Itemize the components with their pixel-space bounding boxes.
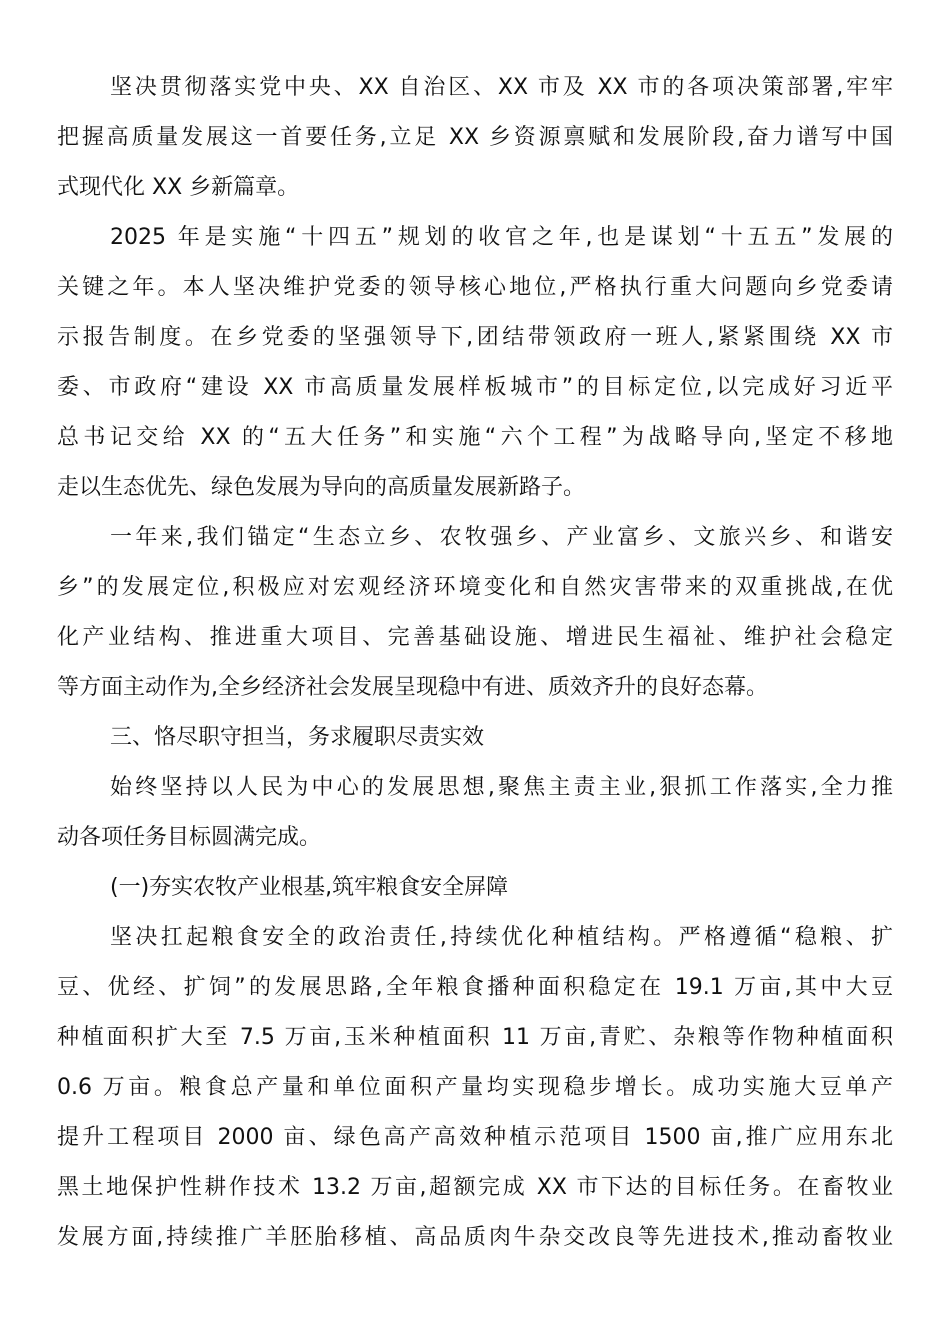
- heading-text: 三、恪尽职守担当，务求履职尽责实效: [110, 725, 485, 750]
- text-line: 0.6 万亩。粮食总产量和单位面积产量均实现稳步增长。成功实施大豆单产: [57, 1075, 893, 1100]
- text-line: 走以生态优先、绿色发展为导向的高质量发展新路子。: [57, 475, 586, 500]
- text-line: 动各项任务目标圆满完成。: [57, 825, 322, 850]
- text-line: 种植面积扩大至 7.5 万亩,玉米种植面积 11 万亩,青贮、杂粮等作物种植面积: [57, 1025, 893, 1050]
- subheading-text: (一)夯实农牧产业根基,筑牢粮食安全屏障: [110, 875, 509, 900]
- text-line: 总书记交给 XX 的“五大任务”和实施“六个工程”为战略导向,坚定不移地: [57, 425, 893, 450]
- text-line: 委、市政府“建设 XX 市高质量发展样板城市”的目标定位,以完成好习近平: [57, 375, 893, 400]
- text-line: 坚决贯彻落实党中央、XX 自治区、XX 市及 XX 市的各项决策部署,牢牢: [110, 75, 893, 100]
- paragraph: [57, 916, 893, 1266]
- text-line: 提升工程项目 2000 亩、绿色高产高效种植示范项目 1500 亩,推广应用东北: [57, 1125, 893, 1150]
- subsection-heading: [57, 866, 893, 916]
- text-line: 黑土地保护性耕作技术 13.2 万亩,超额完成 XX 市下达的目标任务。在畜牧业: [57, 1175, 893, 1200]
- text-line: 发展方面,持续推广羊胚胎移植、高品质肉牛杂交改良等先进技术,推动畜牧业: [57, 1225, 893, 1250]
- text-line: 乡”的发展定位,积极应对宏观经济环境变化和自然灾害带来的双重挑战,在优: [57, 575, 893, 600]
- paragraph: [57, 66, 893, 216]
- text-line: 等方面主动作为,全乡经济社会发展呈现稳中有进、质效齐升的良好态幕。: [57, 675, 768, 700]
- section-heading: [57, 716, 893, 766]
- text-line: 示报告制度。在乡党委的坚强领导下,团结带领政府一班人,紧紧围绕 XX 市: [57, 325, 893, 350]
- text-line: 坚决扛起粮食安全的政治责任,持续优化种植结构。严格遵循“稳粮、扩: [110, 925, 893, 950]
- paragraph: [57, 216, 893, 516]
- text-line: 式现代化 XX 乡新篇章。: [57, 175, 300, 200]
- text-line: 化产业结构、推进重大项目、完善基础设施、增进民生福祉、维护社会稳定: [57, 625, 893, 650]
- text-line: 豆、优经、扩饲”的发展思路,全年粮食播种面积稳定在 19.1 万亩,其中大豆: [57, 975, 893, 1000]
- text-line: 2025 年是实施“十四五”规划的收官之年,也是谋划“十五五”发展的: [110, 225, 893, 250]
- paragraph: [57, 766, 893, 866]
- text-line: 关键之年。本人坚决维护党委的领导核心地位,严格执行重大问题向乡党委请: [57, 275, 893, 300]
- text-line: 把握高质量发展这一首要任务,立足 XX 乡资源禀赋和发展阶段,奋力谱写中国: [57, 125, 893, 150]
- text-line: 一年来,我们锚定“生态立乡、农牧强乡、产业富乡、文旅兴乡、和谐安: [110, 525, 893, 550]
- text-line: 始终坚持以人民为中心的发展思想,聚焦主责主业,狠抓工作落实,全力推: [110, 775, 893, 800]
- document-body: [57, 66, 893, 1266]
- paragraph: [57, 516, 893, 716]
